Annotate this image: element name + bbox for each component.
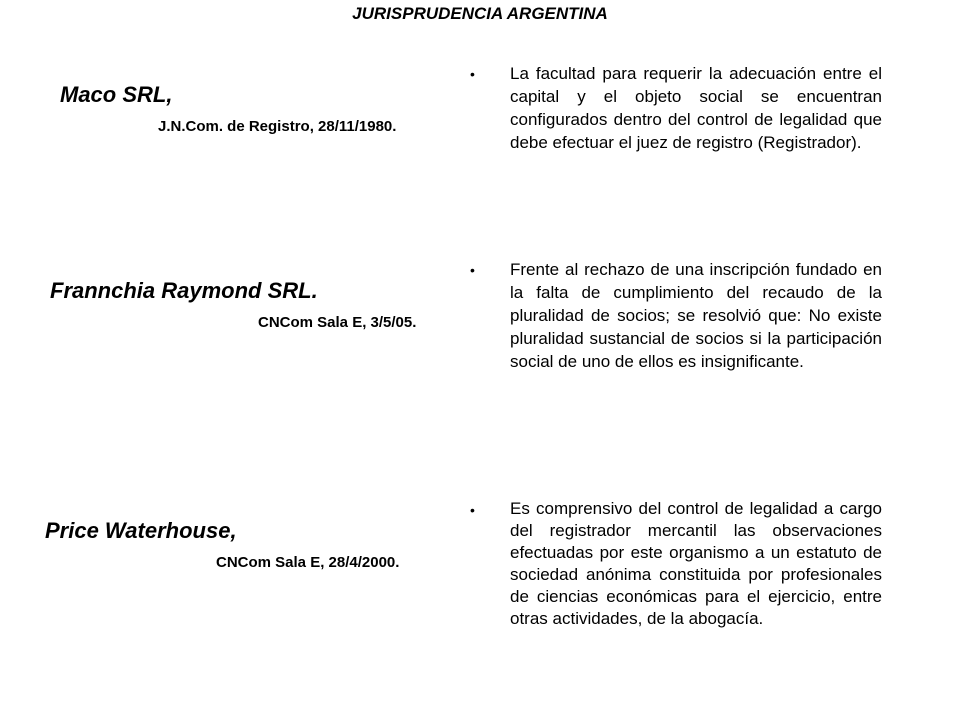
- case-name-price-waterhouse: Price Waterhouse,: [45, 518, 237, 543]
- bullet-icon: •: [470, 502, 475, 518]
- case-citation-maco: J.N.Com. de Registro, 28/11/1980.: [158, 118, 397, 135]
- bullet-icon: •: [470, 262, 475, 278]
- bullet-icon: •: [470, 66, 475, 82]
- page-title: JURISPRUDENCIA ARGENTINA: [352, 4, 608, 23]
- case-name-maco: Maco SRL,: [60, 82, 173, 107]
- case-citation-frannchia: CNCom Sala E, 3/5/05.: [258, 314, 417, 331]
- summary-text-maco: La facultad para requerir la adecuación entre el capital y el objeto social se encuentran configurados dentro del control de legalidad que debe efectuar el juez de registro (Registrador).: [510, 64, 882, 152]
- case-citation-price-waterhouse: CNCom Sala E, 28/4/2000.: [216, 554, 400, 571]
- summary-text-price-waterhouse: Es comprensivo del control de legalidad a cargo del registrador mercantil las observaciones efectuadas por este organismo a un estatuto de sociedad anónima constituida por profesionales de ciencias económicas para el ejercicio, entre otras actividades, de la abogacía.: [510, 499, 882, 628]
- summary-text-frannchia: Frente al rechazo de una inscripción fundado en la falta de cumplimiento del recaudo de la pluralidad de socios; se resolvió que: No existe pluralidad sustancial de socios si la participación social de uno de ellos es insignificante.: [510, 260, 882, 371]
- case-name-frannchia: Frannchia Raymond SRL.: [50, 278, 318, 303]
